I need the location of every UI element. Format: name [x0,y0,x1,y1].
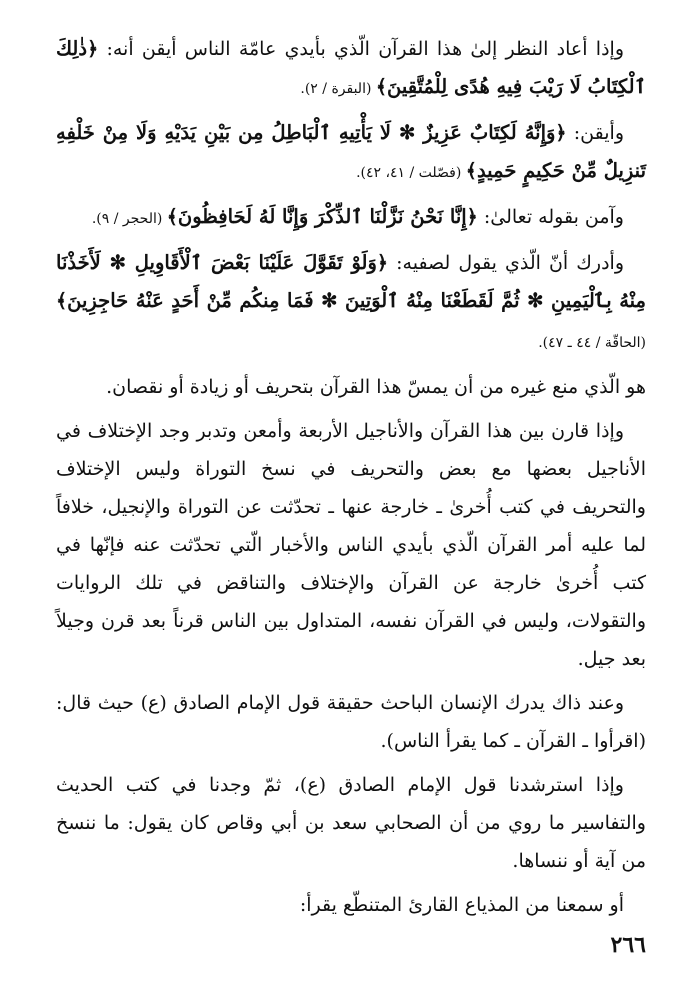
verse-reference: (الحجر / ٩). [91,211,167,227]
verse-close-bracket: ﴾ [166,206,178,228]
body-paragraph-4: وإذا استرشدنا قول الإمام الصادق (ع)، ثمّ وجدنا في كتب الحديث والتفاسير ما روي من أن الصحابي سعد بن أبي وقاص كان يقول: ما ننسخ من آية أو ننساها. [56,774,646,872]
page-number: ٢٦٦ [610,932,646,958]
verse-open-bracket: ﴿ [466,206,478,228]
quran-verse: وَإِنَّهُ لَكِتَابٌ عَزِيزٌ ✻ لَا يَأْتِيهِ ٱلْبَاطِلُ مِن بَيْنِ يَدَيْهِ وَلَا مِنْ خَلْفِهِ تَنزِيلٌ مِّنْ حَكِيمٍ حَمِيدٍ [56,121,646,182]
page-body [56,30,646,930]
body-paragraph-1: هو الّذي منع غيره من أن يمسّ هذا القرآن بتحريف أو زيادة أو نقصان. [106,376,646,398]
quran-paragraph-2 [56,114,646,192]
quran-paragraph-3 [56,198,646,238]
body-paragraph-5: أو سمعنا من المذياع القارئ المتنطّع يقرأ: [299,894,624,916]
quran-verse: إِنَّا نَحْنُ نَزَّلْنَا ٱلذِّكْرَ وَإِنَّا لَهُ لَحَافِظُونَ [177,205,467,228]
verse-close-bracket: ﴾ [56,290,68,312]
paragraph-intro: وأيقن: [566,122,624,144]
quran-verse: ذٰلِكَ ٱلْكِتَابُ لَا رَيْبَ فِيهِ هُدًى لِلْمُتَّقِينَ [56,37,646,98]
verse-reference: (الحاقّة / ٤٤ ـ ٤٧). [538,335,646,351]
paragraph-intro: وأدرك أنّ الّذي يقول لصفيه: [388,252,625,274]
verse-open-bracket: ﴿ [555,122,567,144]
verse-reference: (فصّلت / ٤١، ٤٢). [356,165,466,181]
quran-paragraph-4 [56,244,646,362]
verse-reference: (البقرة / ٢). [300,81,376,97]
quran-paragraph-1 [56,30,646,108]
quran-verse: وَلَوْ تَقَوَّلَ عَلَيْنَا بَعْضَ ٱلْأَقَاوِيلِ ✻ لَأَخَذْنَا مِنْهُ بِٱلْيَمِينِ ✻ ثُمَّ لَقَطَعْنَا مِنْهُ ٱلْوَتِينَ ✻ فَمَا مِنكُم مِّنْ أَحَدٍ عَنْهُ حَاجِزِينَ [56,251,646,312]
verse-close-bracket: ﴾ [465,160,477,182]
verse-open-bracket: ﴿ [376,252,389,274]
body-paragraph-3: وعند ذاك يدرك الإنسان الباحث حقيقة قول الإمام الصادق (ع) حيث قال: (اقرأوا ـ القرآن ـ كما يقرأ الناس). [56,692,646,752]
paragraph-intro: وآمن بقوله تعالىٰ: [477,206,624,228]
verse-close-bracket: ﴾ [375,76,388,98]
body-paragraph-2: وإذا قارن بين هذا القرآن والأناجيل الأربعة وأمعن وتدبر وجد الإختلاف في الأناجيل بعضها مع بعض والتحريف في نسخ التوراة وليس الإختلاف والتحريف في كتب أُخرىٰ ـ خارجة عنها ـ تحدّثت عن التوراة والإنجيل، خلافاً لما عليه أمر القرآن الّذي بأيدي الناس والأخبار الّتي تحدّثت عنه فإنّها في كتب أُخرىٰ خارجة عن القرآن والإختلاف والتناقض في تلك الروايات والتقولات، وليس في القرآن نفسه، المتداول بين الناس قرناً بعد قرن وجيلاً بعد جيل. [56,420,646,670]
verse-open-bracket: ﴿ [87,38,99,60]
paragraph-intro: وإذا أعاد النظر إلىٰ هذا القرآن الّذي بأيدي عامّة الناس أيقن أنه: [98,38,624,60]
